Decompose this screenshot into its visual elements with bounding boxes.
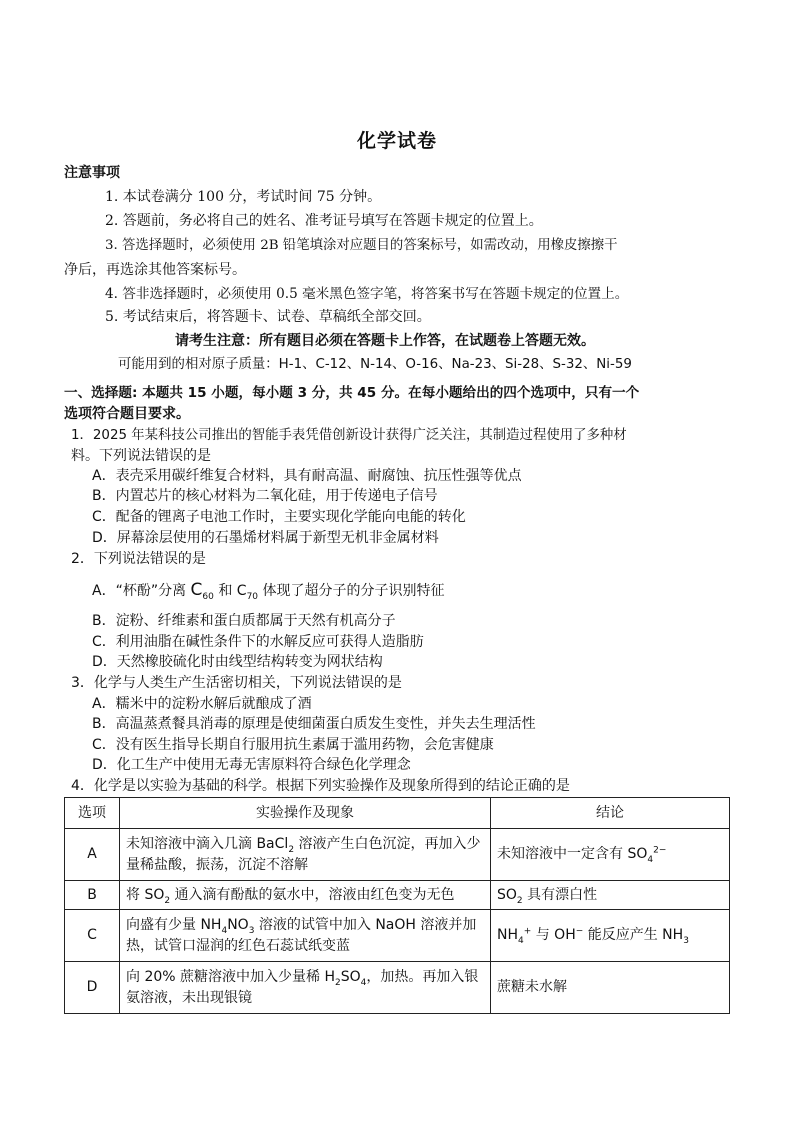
row-c-conclusion [491, 910, 730, 962]
row-a-op-text: 未知溶液中滴入几滴 BaCl [126, 835, 289, 852]
c60-subscript: 60 [202, 591, 214, 602]
table-row [65, 962, 730, 1014]
row-d-conclusion: 蔗糖未水解 [491, 962, 730, 1014]
row-c-op-sub-2: 3 [248, 925, 255, 936]
row-c-op-text: 向盛有少量 NH [126, 916, 222, 933]
row-d-operation [120, 962, 491, 1014]
q2-option-d: D．天然橡胶硫化时由线型结构转变为网状结构 [92, 654, 383, 670]
atomic-masses: 可能用到的相对原子质量：H-1、C-12、N-14、O-16、Na-23、Si-28、S-32、Ni-59 [118, 357, 632, 372]
table-header-row [65, 798, 730, 829]
row-b-option: B [65, 881, 120, 910]
q3-option-c: C．没有医生指导长期自行服用抗生素属于滥用药物，会危害健康 [92, 737, 494, 753]
header-option: 选项 [65, 798, 120, 829]
row-b-op-text: 将 SO [126, 886, 165, 903]
notice-item-4: 4. 答非选择题时，必须使用 0.5 毫米黑色签字笔，将答案书写在答题卡规定的位置上。 [105, 286, 629, 302]
q2-option-b: B．淀粉、纤维素和蛋白质都属于天然有机高分子 [92, 613, 396, 629]
row-c-con-tail: 能反应产生 NH [583, 927, 684, 943]
row-c-con-nh: NH [497, 927, 518, 943]
q2-option-a-prefix: A．“杯酚”分离 [92, 583, 191, 599]
row-b-conclusion [491, 881, 730, 910]
notice-item-1: 1. 本试卷满分 100 分，考试时间 75 分钟。 [105, 189, 382, 205]
row-a-op-text-2: 溶液产生白色沉淀，再加入少量稀盐酸，振荡，沉淀不溶解 [126, 835, 481, 873]
row-b-operation [120, 881, 491, 910]
row-c-op-sub-1: 4 [221, 925, 228, 936]
row-b-op-text-2: 通入滴有酚酞的氨水中，溶液由红色变为无色 [170, 886, 455, 903]
row-a-con-text: 未知溶液中一定含有 SO [497, 846, 648, 862]
row-c-con-nh-sub: 4 [518, 935, 524, 946]
row-a-op-sub: 2 [288, 844, 295, 855]
row-a-con-sub: 4 [647, 854, 654, 865]
q1-option-c: C．配备的锂离子电池工作时，主要实现化学能向电能的转化 [92, 509, 466, 525]
q3-stem: 3．化学与人类生产生活密切相关，下列说法错误的是 [71, 675, 402, 691]
q1-option-d: D．屏幕涂层使用的石墨烯材料属于新型无机非金属材料 [92, 530, 439, 546]
notice-heading: 注意事项 [64, 165, 120, 181]
row-c-con-mid: 与 OH [531, 927, 576, 943]
q1-stem-cont: 料。下列说法错误的是 [71, 448, 211, 464]
row-a-option: A [65, 829, 120, 881]
section-heading: 一、选择题: 本题共 15 小题，每小题 3 分，共 45 分。在每小题给出的四个选项中，只有一个 [64, 385, 640, 401]
q2-stem: 2．下列说法错误的是 [71, 551, 206, 567]
header-conclusion: 结论 [491, 798, 730, 829]
row-a-conclusion [491, 829, 730, 881]
c70-subscript: 70 [246, 591, 259, 602]
row-a-con-sup: 2− [653, 845, 667, 856]
page-title: 化学试卷 [356, 130, 437, 152]
notice-item-2: 2. 答题前，务必将自己的姓名、准考证号填写在答题卡规定的位置上。 [105, 213, 543, 229]
row-b-con-text-2: 具有漂白性 [522, 886, 598, 903]
q3-option-b: B．高温蒸煮餐具消毒的原理是使细菌蛋白质发生变性，并失去生理活性 [92, 716, 536, 732]
row-c-option: C [65, 910, 120, 962]
row-c-con-tail-sub: 3 [683, 935, 689, 946]
notice-item-3: 3. 答选择题时，必须使用 2B 铅笔填涂对应题目的答案标号，如需改动，用橡皮擦擦干 [105, 238, 618, 253]
row-c-op-mid: NO [227, 916, 249, 933]
q3-option-d: D．化工生产中使用无毒无害原料符合绿色化学理念 [92, 757, 411, 773]
row-c-operation [120, 910, 491, 962]
table-row [65, 829, 730, 881]
section-heading-cont: 选项符合题目要求。 [64, 406, 190, 422]
table-row [65, 910, 730, 962]
row-d-op-text: 向 20% 蔗糖溶液中加入少量稀 H [126, 968, 335, 985]
notice-item-5: 5. 考试结束后，将答题卡、试卷、草稿纸全部交回。 [105, 309, 431, 325]
c70-symbol: C [236, 583, 247, 599]
q2-option-a-suffix: 体现了超分子的分子识别特征 [258, 583, 445, 599]
row-d-op-text-2: ，加热。再加入银氨溶液，未出现银镜 [126, 968, 479, 1006]
q2-option-a-and: 和 [213, 583, 237, 599]
row-c-op-text-2: 溶液的试管中加入 NaOH 溶液并加热，试管口湿润的红色石蕊试纸变蓝 [126, 916, 477, 954]
row-c-con-nh-sup: + [523, 926, 532, 937]
q4-stem: 4．化学是以实验为基础的科学。根据下列实验操作及现象所得到的结论正确的是 [71, 778, 570, 794]
q1-stem: 1．2025 年某科技公司推出的智能手表凭借创新设计获得广泛关注，其制造过程使用了多种材 [71, 428, 627, 443]
notice-item-3-cont: 净后，再选涂其他答案标号。 [64, 262, 246, 278]
row-b-con-sub: 2 [516, 895, 523, 906]
q2-option-a [92, 580, 444, 601]
row-d-option: D [65, 962, 120, 1014]
header-operation: 实验操作及现象 [120, 798, 491, 829]
c60-symbol: C [190, 580, 203, 600]
exam-warning: 请考生注意：所有题目必须在答题卡上作答，在试题卷上答题无效。 [175, 333, 595, 349]
row-d-op-sub-2: 4 [360, 977, 367, 988]
row-b-con-text: SO [497, 886, 517, 903]
q1-option-b: B．内置芯片的核心材料为二氧化硅，用于传递电子信号 [92, 488, 438, 504]
row-d-op-sub-1: 2 [335, 977, 341, 988]
q4-table [64, 797, 730, 1014]
row-b-op-sub: 2 [164, 895, 171, 906]
row-a-operation [120, 829, 491, 881]
table-row [65, 881, 730, 910]
q1-option-a: A．表壳采用碳纤维复合材料，具有耐高温、耐腐蚀、抗压性强等优点 [92, 468, 522, 484]
q3-option-a: A．糯米中的淀粉水解后就酿成了酒 [92, 696, 312, 712]
row-d-op-mid: SO [340, 968, 361, 985]
q2-option-c: C．利用油脂在碱性条件下的水解反应可获得人造脂肪 [92, 634, 424, 650]
row-c-con-oh-sup: − [575, 926, 584, 937]
